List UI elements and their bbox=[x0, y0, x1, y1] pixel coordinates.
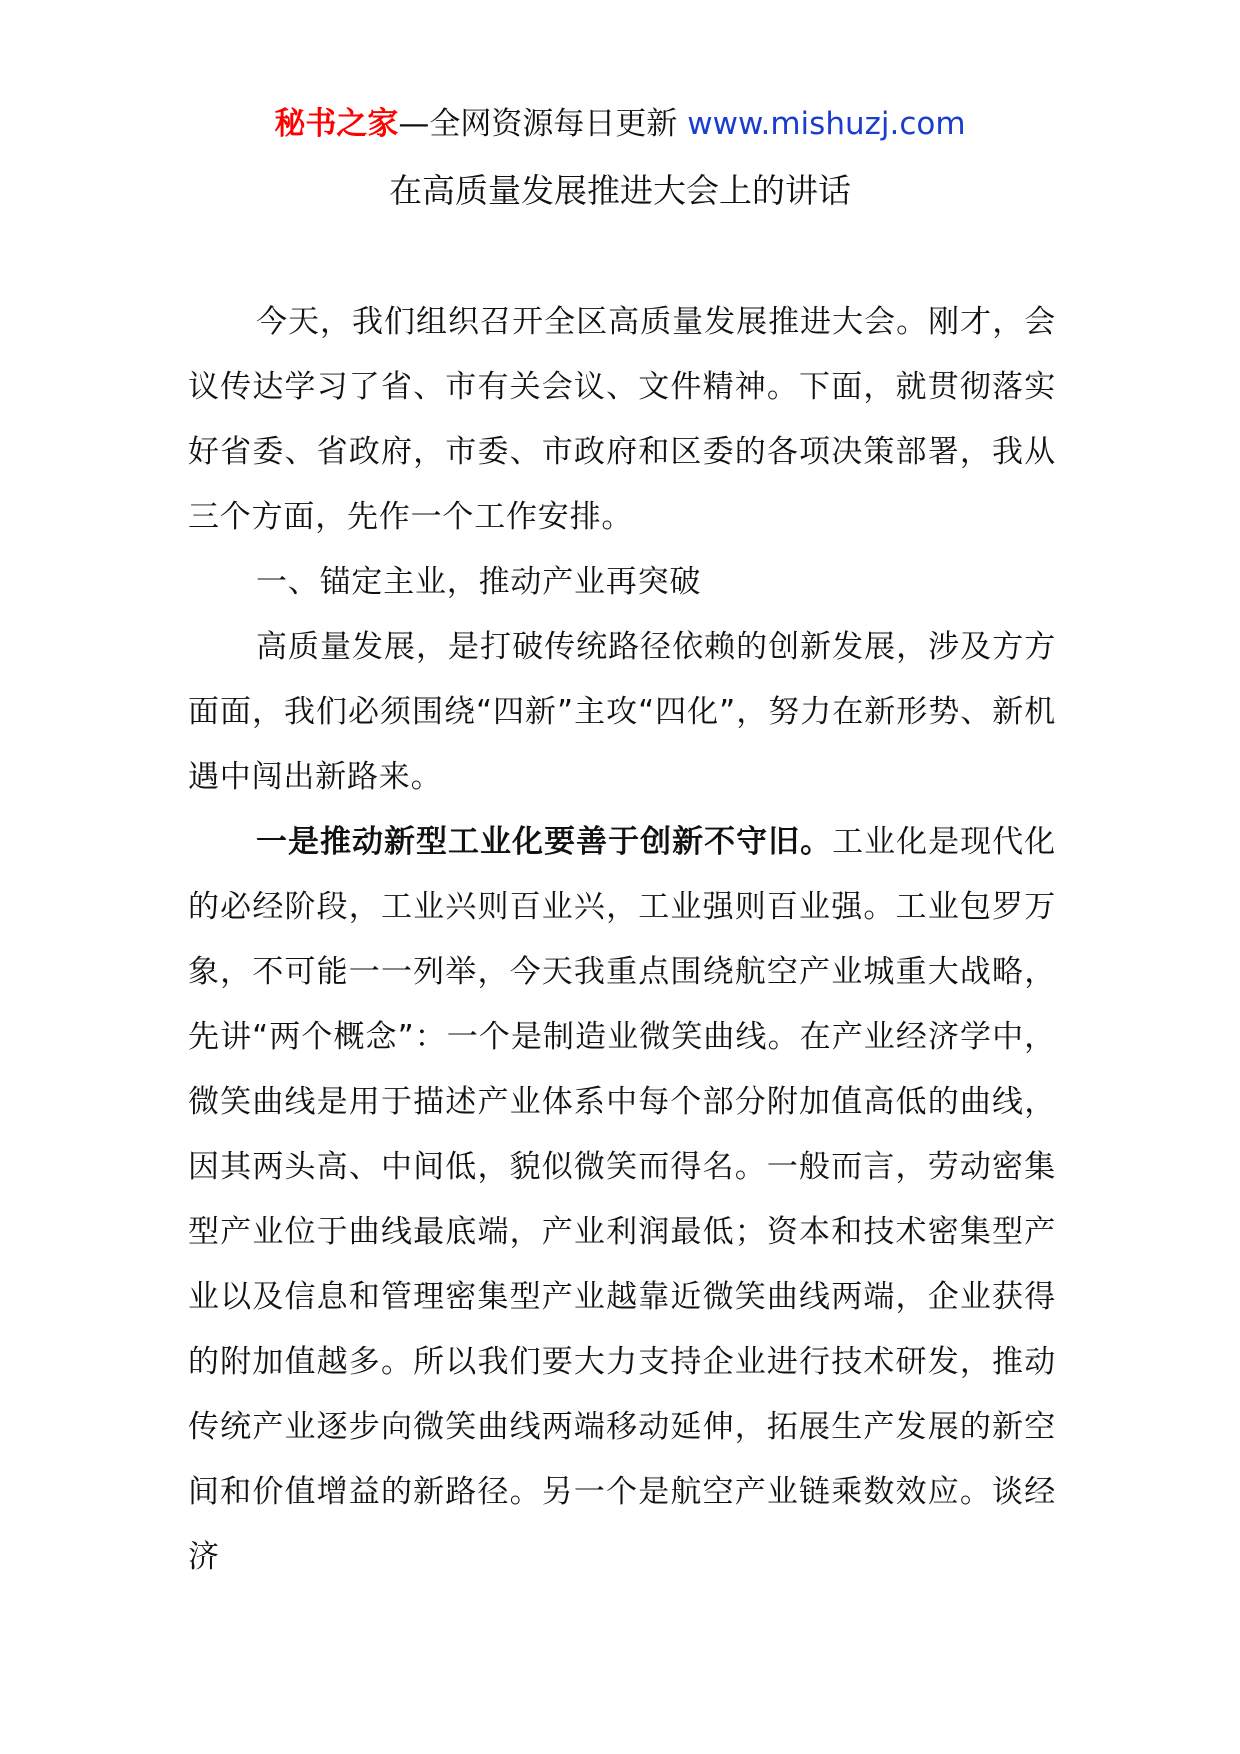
header-tagline: —全网资源每日更新 bbox=[398, 106, 678, 142]
site-url-link[interactable]: www.mishuzj.com bbox=[687, 106, 966, 142]
document-body bbox=[188, 290, 1056, 1590]
paragraph-industrialization bbox=[188, 810, 1056, 1590]
paragraph-bold-lead: 一是推动新型工业化要善于创新不守旧。 bbox=[256, 824, 833, 860]
document-title: 在高质量发展推进大会上的讲话 bbox=[389, 171, 851, 210]
paragraph-intro: 今天，我们组织召开全区高质量发展推进大会。刚才，会议传达学习了省、市有关会议、文件精神。下面，就贯彻落实好省委、省政府，市委、市政府和区委的各项决策部署，我从三个方面，先作一个工作安排。 bbox=[188, 304, 1056, 535]
paragraph-section-intro: 高质量发展，是打破传统路径依赖的创新发展，涉及方方面面，我们必须围绕“四新”主攻“四化”，努力在新形势、新机遇中闯出新路来。 bbox=[188, 629, 1056, 795]
site-header-banner bbox=[0, 100, 1240, 148]
paragraph-body-text: 工业化是现代化的必经阶段，工业兴则百业兴，工业强则百业强。工业包罗万象，不可能一一列举，今天我重点围绕航空产业城重大战略，先讲“两个概念”：一个是制造业微笑曲线。在产业经济学中，微笑曲线是用于描述产业体系中每个部分附加值高低的曲线，因其两头高、中间低，貌似微笑而得名。一般而言，劳动密集型产业位于曲线最底端，产业利润最低；资本和技术密集型产业以及信息和管理密集型产业越靠近微笑曲线两端，企业获得的附加值越多。所以我们要大力支持企业进行技术研发，推动传统产业逐步向微笑曲线两端移动延伸，拓展生产发展的新空间和价值增益的新路径。另一个是航空产业链乘数效应。谈经济 bbox=[188, 824, 1056, 1575]
brand-name: 秘书之家 bbox=[274, 106, 399, 142]
section-heading-1: 一、锚定主业，推动产业再突破 bbox=[256, 564, 702, 600]
